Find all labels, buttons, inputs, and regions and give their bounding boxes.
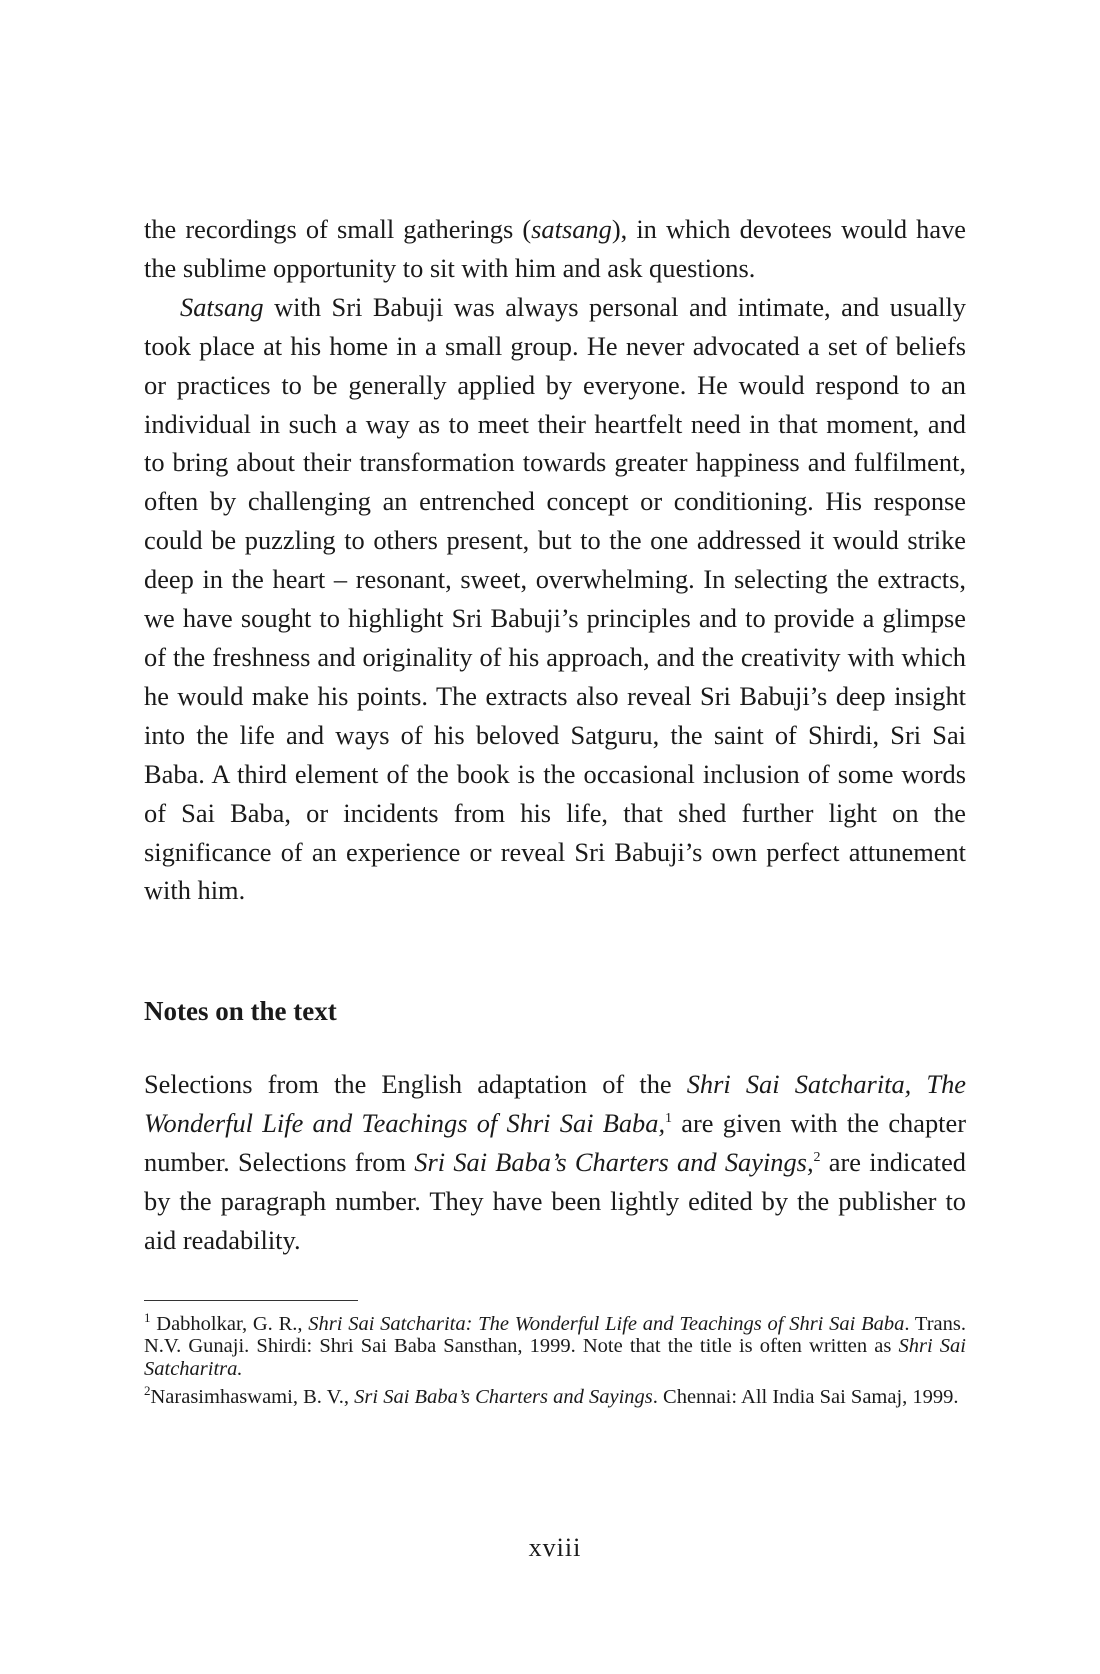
section-heading: Notes on the text xyxy=(144,996,337,1027)
footnote-1-title: Shri Sai Satcharita: The Wonderful Life and Teachings of Shri Sai Baba xyxy=(308,1312,905,1335)
footnote-2-mark: 2 xyxy=(144,1383,151,1399)
book-title-satcharita: Shri Sai Satcharita, The Wonderful Life and Teachings of Shri Sai Baba, xyxy=(144,1069,966,1139)
page-body xyxy=(144,210,966,1415)
page-number: xviii xyxy=(528,1533,582,1562)
footnote-2-text-2: . Chennai: All India Sai Samaj, 1999. xyxy=(652,1386,959,1409)
footnote-1-text-1: Dabholkar, G. R., xyxy=(150,1312,309,1335)
paragraph-intro-text-1: the recordings of small gatherings ( xyxy=(144,214,532,244)
paragraph-satsang xyxy=(144,288,966,911)
book-title-charters: Sri Sai Baba’s Charters and Sayings, xyxy=(414,1147,814,1178)
footnote-1-alt-title: Shri Sai Satcharitra. xyxy=(144,1335,966,1380)
paragraph-notes-text-1: Selections from the English adaptation of the xyxy=(144,1069,687,1100)
footnote-2-title: Sri Sai Baba’s Charters and Sayings xyxy=(354,1386,653,1409)
paragraph-notes xyxy=(144,1065,966,1260)
paragraph-intro-italic: satsang xyxy=(531,214,612,244)
footnote-2 xyxy=(144,1383,966,1409)
paragraph-satsang-text: with Sri Babuji was always personal and intimate, and usually took place at his home in a small group. He never advocated a set of beliefs or practices to be generally applied by everyone. He would respond to an individual in such a way as to meet their heartfelt need in that moment, and to bring about their transformation towards greater happiness and fulfilment, often by challenging an entrenched concept or conditioning. His response could be puzzling to others present, but to the one addressed it would strike deep in the heart – resonant, sweet, overwhelming. In selecting the extracts, we have sought to highlight Sri Babuji’s principles and to provide a glimpse of the freshness and originality of his approach, and the creativity with which he would make his points. The extracts also reveal Sri Babuji’s deep insight into the life and ways of his beloved Satguru, the saint of Shirdi, Sri Sai Baba. A third element of the book is the occasional inclusion of some words of Sai Baba, or incidents from his life, that shed further light on the significance of an experience or reveal Sri Babuji’s own perfect attunement with him. xyxy=(144,291,966,906)
footnote-1 xyxy=(144,1310,966,1381)
paragraph-satsang-italic: Satsang xyxy=(180,291,264,322)
paragraph-intro xyxy=(144,210,966,288)
paragraph-notes-text-2: are given with the chapter number. Selections from xyxy=(144,1108,966,1178)
footnote-2-text-1: Narasimhaswami, B. V., xyxy=(150,1386,355,1409)
paragraph-intro-text-2: ), in which devotees would have the sublime opportunity to sit with him and ask questions. xyxy=(144,214,966,283)
footnote-1-mark: 1 xyxy=(144,1310,151,1326)
footnote-1-text-2: . Trans. N.V. Gunaji. Shirdi: Shri Sai Baba Sansthan, 1999. Note that the title is often written as xyxy=(144,1312,966,1358)
footnote-reference-2[interactable]: 2 xyxy=(813,1150,821,1166)
footnote-reference-1[interactable]: 1 xyxy=(665,1111,673,1127)
paragraph-notes-text-3: are indicated by the paragraph number. They have been lightly edited by the publisher to aid readability. xyxy=(144,1147,966,1255)
footnote-divider xyxy=(144,1300,358,1301)
